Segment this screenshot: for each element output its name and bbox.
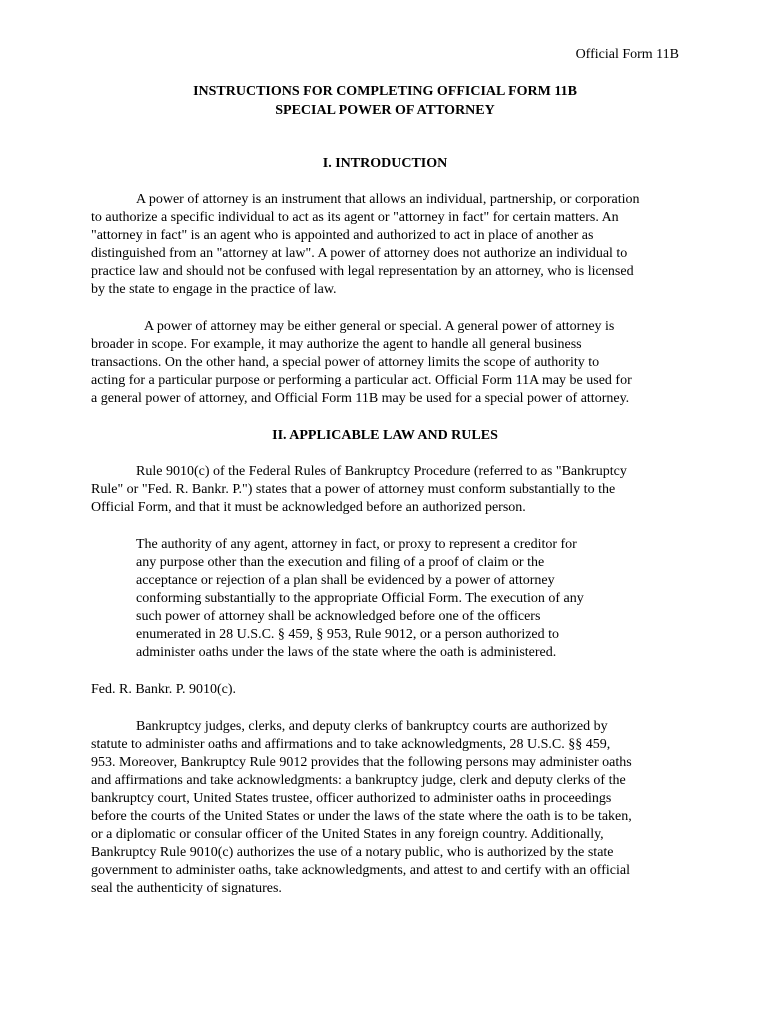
block-quote-line: any purpose other than the execution and filing of a proof of claim or the — [136, 555, 545, 570]
paragraph-line: government to administer oaths, take acknowledgments, and attest to and certify with an official — [91, 863, 630, 878]
paragraph-line: bankruptcy court, United States trustee, officer authorized to administer oaths in proceedings — [91, 791, 612, 806]
paragraph-line: statute to administer oaths and affirmations and to take acknowledgments, 28 U.S.C. §§ 459, — [91, 737, 611, 752]
document-title-line-1: INSTRUCTIONS FOR COMPLETING OFFICIAL FORM 11B — [193, 84, 577, 99]
paragraph-line: distinguished from an "attorney at law". A power of attorney does not authorize an individual to — [91, 246, 628, 261]
paragraph-line: Bankruptcy judges, clerks, and deputy clerks of bankruptcy courts are authorized by — [136, 719, 608, 734]
form-label: Official Form 11B — [575, 47, 679, 62]
paragraph-line: Rule 9010(c) of the Federal Rules of Bankruptcy Procedure (referred to as "Bankruptcy — [136, 464, 627, 479]
citation-line: Fed. R. Bankr. P. 9010(c). — [91, 682, 237, 697]
block-quote-line: conforming substantially to the appropriate Official Form. The execution of any — [136, 591, 584, 606]
section-heading-applicable-law: II. APPLICABLE LAW AND RULES — [272, 428, 498, 443]
paragraph-line: or a diplomatic or consular officer of the United States in any foreign country. Additionally, — [91, 827, 604, 842]
paragraph-line: to authorize a specific individual to act as its agent or "attorney in fact" for certain matters. An — [91, 210, 619, 225]
block-quote-line: such power of attorney shall be acknowledged before one of the officers — [136, 609, 541, 624]
paragraph-line: Official Form, and that it must be acknowledged before an authorized person. — [91, 500, 526, 515]
paragraph-line: A power of attorney may be either general or special. A general power of attorney is — [144, 319, 615, 334]
section-heading-introduction: I. INTRODUCTION — [322, 156, 448, 171]
paragraph-line: practice law and should not be confused with legal representation by an attorney, who is licensed — [91, 264, 634, 279]
paragraph-line: a general power of attorney, and Official Form 11B may be used for a special power of attorney. — [91, 391, 630, 406]
block-quote-line: The authority of any agent, attorney in fact, or proxy to represent a creditor for — [136, 537, 577, 552]
paragraph-line: and affirmations and take acknowledgments: a bankruptcy judge, clerk and deputy clerks of the — [91, 773, 626, 788]
paragraph-line: Bankruptcy Rule 9010(c) authorizes the use of a notary public, who is authorized by the state — [91, 845, 614, 860]
paragraph-line: before the courts of the United States or under the laws of the state where the oath is to be taken, — [91, 809, 632, 824]
paragraph-line: "attorney in fact" is an agent who is appointed and authorized to act in place of another as — [91, 228, 594, 243]
paragraph-line: seal the authenticity of signatures. — [91, 881, 282, 896]
paragraph-line: transactions. On the other hand, a special power of attorney limits the scope of authority to — [91, 355, 600, 370]
document-title-line-2: SPECIAL POWER OF ATTORNEY — [275, 103, 495, 118]
paragraph-line: 953. Moreover, Bankruptcy Rule 9012 provides that the following persons may administer oaths — [91, 755, 632, 770]
block-quote-line: administer oaths under the laws of the state where the oath is administered. — [136, 645, 557, 660]
paragraph-line: by the state to engage in the practice of law. — [91, 282, 337, 297]
paragraph-line: acting for a particular purpose or performing a particular act. Official Form 11A may be used for — [91, 373, 632, 388]
paragraph-line: broader in scope. For example, it may authorize the agent to handle all general business — [91, 337, 582, 352]
block-quote-line: enumerated in 28 U.S.C. § 459, § 953, Rule 9012, or a person authorized to — [136, 627, 560, 642]
paragraph-line: Rule" or "Fed. R. Bankr. P.") states that a power of attorney must conform substantially to the — [91, 482, 616, 497]
paragraph-line: A power of attorney is an instrument that allows an individual, partnership, or corporation — [136, 192, 640, 207]
block-quote-line: acceptance or rejection of a plan shall be evidenced by a power of attorney — [136, 573, 555, 588]
